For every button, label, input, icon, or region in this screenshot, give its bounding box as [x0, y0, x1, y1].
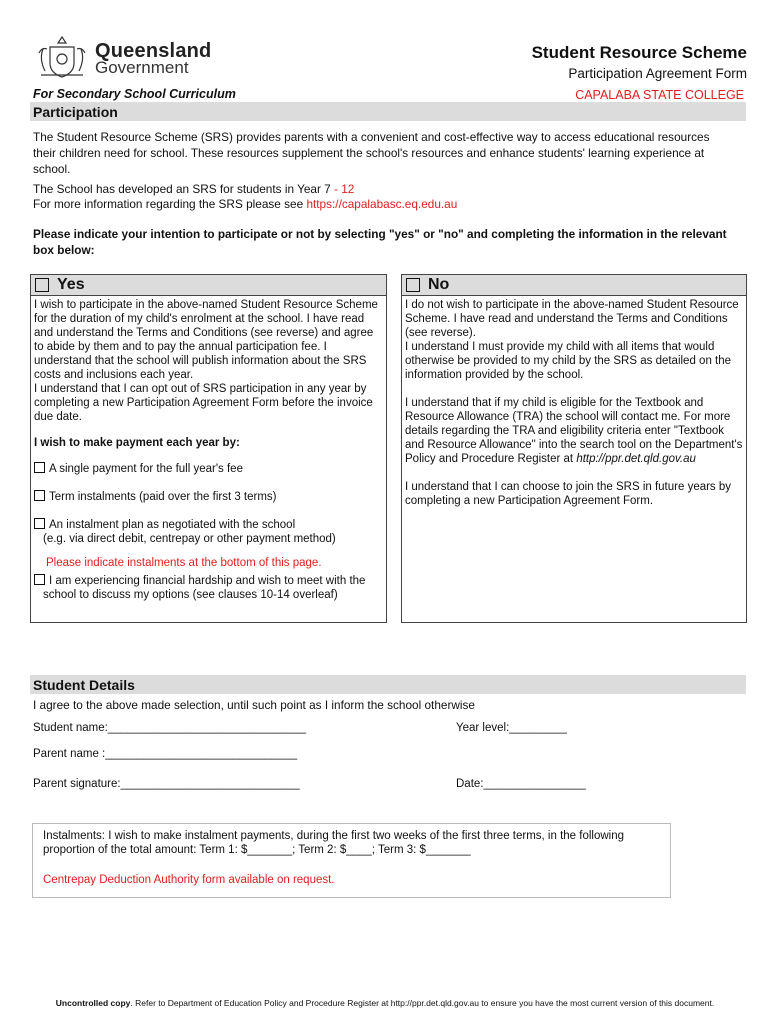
curriculum-label: For Secondary School Curriculum	[33, 87, 236, 101]
instalments-line-1: Instalments: I wish to make instalment payments, during the first two weeks of the first three terms, in the following	[43, 830, 624, 842]
no-option-box	[401, 274, 747, 623]
student-details-heading: Student Details	[33, 677, 135, 693]
srs-info	[33, 196, 733, 212]
yes-checkbox[interactable]	[35, 278, 49, 292]
hardship-checkbox[interactable]	[34, 574, 45, 585]
payment-option-hardship[interactable]	[34, 574, 383, 602]
no-paragraph-1: I do not wish to participate in the above-named Student Resource Scheme. I have read and understand the Terms and Conditions (see reverse).	[405, 299, 739, 339]
school-name: CAPALABA STATE COLLEGE	[575, 88, 744, 102]
yes-option-box	[30, 274, 387, 623]
srs-years-range: - 12	[330, 182, 355, 196]
year-level-field[interactable]: Year level:_________	[456, 722, 567, 734]
instalments-line-2[interactable]: proportion of the total amount: Term 1: $_______; Term 2: $____; Term 3: $_______	[43, 844, 471, 856]
yes-label: Yes	[57, 276, 85, 293]
date-field[interactable]: Date:________________	[456, 778, 586, 790]
centrepay-note: Centrepay Deduction Authority form available on request.	[43, 874, 335, 886]
participation-intro: The Student Resource Scheme (SRS) provides parents with a convenient and cost-effective way to access educational resources their children need for school. These resources supplement the school's resources and enhance students' learning experience at school.	[33, 130, 710, 176]
logo-wordmark-line1: Queensland	[95, 40, 212, 62]
yes-paragraph-1: I wish to participate in the above-named Student Resource Scheme for the duration of my child's enrolment at the school. I have read and understand the Terms and Conditions (see reverse) and agree to abide by them and to pay the annual participation fee. I understand that the school will publish information about the SRS costs and inclusions each year.	[34, 299, 378, 381]
payment-option-single[interactable]	[34, 462, 383, 476]
student-name-field[interactable]: Student name:_______________________________	[33, 722, 307, 734]
instalments-box	[32, 823, 671, 898]
no-paragraph-2: I understand I must provide my child with all items that would otherwise be provided to my child by the SRS as detailed on the information provided by the school.	[405, 341, 732, 381]
yes-paragraph-2: I understand that I can opt out of SRS participation in any year by completing a new Participation Agreement Form before the invoice due date.	[34, 383, 373, 423]
term-instalments-label: Term instalments (paid over the first 3 terms)	[49, 491, 277, 503]
srs-info-prefix: For more information regarding the SRS please see	[33, 197, 304, 211]
instalments-red-note: Please indicate instalments at the bottom of this page.	[46, 557, 322, 569]
single-payment-label: A single payment for the full year's fee	[49, 463, 243, 475]
hardship-label: I am experiencing financial hardship and wish to meet with the	[49, 575, 366, 587]
selection-instruction: Please indicate your intention to participate or not by selecting "yes" or "no" and completing the information in the relevant box below:	[33, 227, 727, 257]
participation-heading: Participation	[33, 104, 118, 120]
logo-wordmark-line2: Government	[95, 58, 189, 77]
page-title: Student Resource Scheme	[531, 43, 747, 62]
payment-option-plan[interactable]	[34, 518, 383, 546]
payment-heading: I wish to make payment each year by:	[34, 437, 240, 449]
instalment-plan-checkbox[interactable]	[34, 518, 45, 529]
school-website-link[interactable]: https://capalabasc.eq.edu.au	[306, 197, 458, 211]
no-paragraph-3	[405, 396, 743, 466]
footer-notice	[0, 998, 770, 1008]
single-payment-checkbox[interactable]	[34, 462, 45, 473]
payment-option-term[interactable]	[34, 490, 383, 504]
parent-signature-field[interactable]: Parent signature:____________________________	[33, 778, 300, 790]
ppr-link[interactable]: http://ppr.det.qld.gov.au	[576, 453, 696, 465]
page-subtitle: Participation Agreement Form	[568, 66, 747, 81]
parent-name-field[interactable]: Parent name :______________________________	[33, 748, 298, 760]
tra-text: I understand that if my child is eligible for the Textbook and Resource Allowance (TRA) the school will contact me. For more details regarding the TRA and eligibility criteria enter "Textbook and Resource Allowance" into the search tool on the Department's Policy and Procedure Register at	[405, 397, 743, 465]
no-option-header[interactable]	[402, 275, 746, 296]
footer-text: . Refer to Department of Education Policy and Procedure Register at http://ppr.det.qld.gov.au to ensure you have the most current version of this document.	[130, 998, 715, 1008]
footer-bold: Uncontrolled copy	[55, 998, 131, 1008]
yes-option-header[interactable]	[31, 275, 386, 296]
term-instalments-checkbox[interactable]	[34, 490, 45, 501]
queensland-crest-icon	[35, 33, 89, 83]
participation-header-bar	[30, 102, 746, 121]
no-paragraph-4: I understand that I can choose to join the SRS in future years by completing a new Participation Agreement Form.	[405, 481, 732, 507]
student-details-header-bar	[30, 675, 746, 694]
instalment-plan-note: (e.g. via direct debit, centrepay or other payment method)	[43, 533, 336, 545]
agreement-statement: I agree to the above made selection, until such point as I inform the school otherwise	[33, 698, 475, 712]
instalment-plan-label: An instalment plan as negotiated with the school	[49, 519, 296, 531]
hardship-note: school to discuss my options (see clauses 10-14 overleaf)	[43, 589, 338, 601]
srs-years-prefix: The School has developed an SRS for students in Year 7	[33, 182, 331, 196]
no-label: No	[428, 276, 450, 293]
no-checkbox[interactable]	[406, 278, 420, 292]
srs-years	[33, 181, 733, 197]
